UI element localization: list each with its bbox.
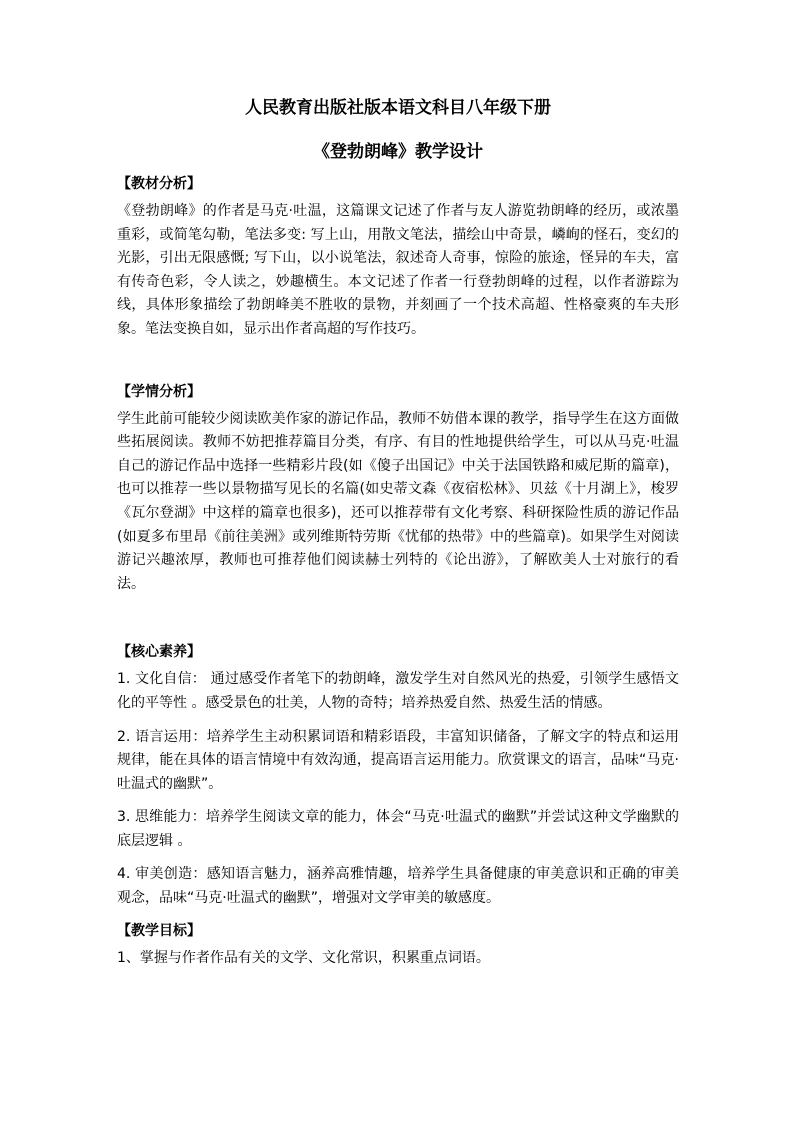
student-analysis-paragraph: 学生此前可能较少阅读欧美作家的游记作品，教师不妨借本课的教学，指导学生在这方面做些拓展阅读。教师不妨把推荐篇目分类，有序、有目的性地提供给学生，可以从马克·吐温自己的游记作品中选择一些精彩片段(如《傻子出国记》中关于法国铁路和威尼斯的篇章)，也可以推荐一些以景物描写见长的名篇(如史蒂文森《夜宿松林》、贝兹《十月湖上》，梭罗《瓦尔登湖》中这样的篇章也很多)，还可以推荐带有文化考察、科研探险性质的游记作品(如夏多布里昂《前往美洲》或列维斯特劳斯《忧郁的热带》中的些篇章)。如果学生对阅读游记兴趣浓厚，教师也可推荐他们阅读赫士列特的《论出游》，了解欧美人士对旅行的看法。 — [117, 410, 679, 592]
section-core-literacy — [117, 642, 679, 910]
core-literacy-item: 4. 审美创造：感知语言魅力，涵养高雅情趣，培养学生具备健康的审美意识和正确的审美观念，品味“马克·吐温式的幽默”，增强对文学审美的敏感度。 — [117, 866, 679, 907]
teaching-goal-item: 1、掌握与作者作品有关的文学、文化常识，积累重点词语。 — [117, 949, 490, 966]
document-title: 人民教育出版社版本语文科目八年级下册 — [245, 98, 551, 118]
section-heading-student-analysis: 【学情分析】 — [117, 383, 201, 400]
section-heading-core-literacy: 【核心素养】 — [117, 644, 201, 661]
section-heading-teaching-goals: 【教学目标】 — [117, 922, 201, 939]
section-student-analysis — [117, 382, 679, 597]
section-heading-textbook-analysis: 【教材分析】 — [117, 176, 201, 192]
section-textbook-analysis — [117, 174, 679, 342]
textbook-analysis-paragraph: 《登勃朗峰》的作者是马克·吐温，这篇课文记述了作者与友人游览勃朗峰的经历，或浓墨重彩，或简笔勾勒，笔法多变: 写上山，用散文笔法，描绘山中奇景，嶙峋的怪石，变幻的光影，引出无限感慨; 写下山，以小说笔法，叙述奇人奇事，惊险的旅途，怪异的车夫，富有传奇色彩，令人读之，妙趣横生。本文记述了作者一行登勃朗峰的过程，以作者游踪为线，具体形象描绘了勃朗峰美不胜收的景物，并刻画了一个技术高超、性格豪爽的车夫形象。笔法变换自如，显示出作者高超的写作技巧。 — [117, 203, 679, 337]
section-teaching-goals — [117, 921, 679, 971]
core-literacy-item: 3. 思维能力：培养学生阅读文章的能力，体会“马克·吐温式的幽默”并尝试这种文学幽默的底层逻辑 。 — [117, 809, 679, 849]
document-page — [117, 92, 679, 980]
core-literacy-item: 2. 语言运用：培养学生主动积累词语和精彩语段，丰富知识储备，了解文字的特点和运用规律，能在具体的语言情境中有效沟通，提高语言运用能力。欣赏课文的语言，品味“马克·吐温式的幽默”。 — [117, 728, 679, 792]
core-literacy-item: 1. 文化自信： 通过感受作者笔下的勃朗峰，激发学生对自然风光的热爱，引领学生感悟文化的平等性 。感受景色的壮美，人物的奇特；培养热爱自然、热爱生活的情感。 — [117, 671, 679, 711]
document-subtitle: 《登勃朗峰》教学设计 — [313, 142, 483, 162]
